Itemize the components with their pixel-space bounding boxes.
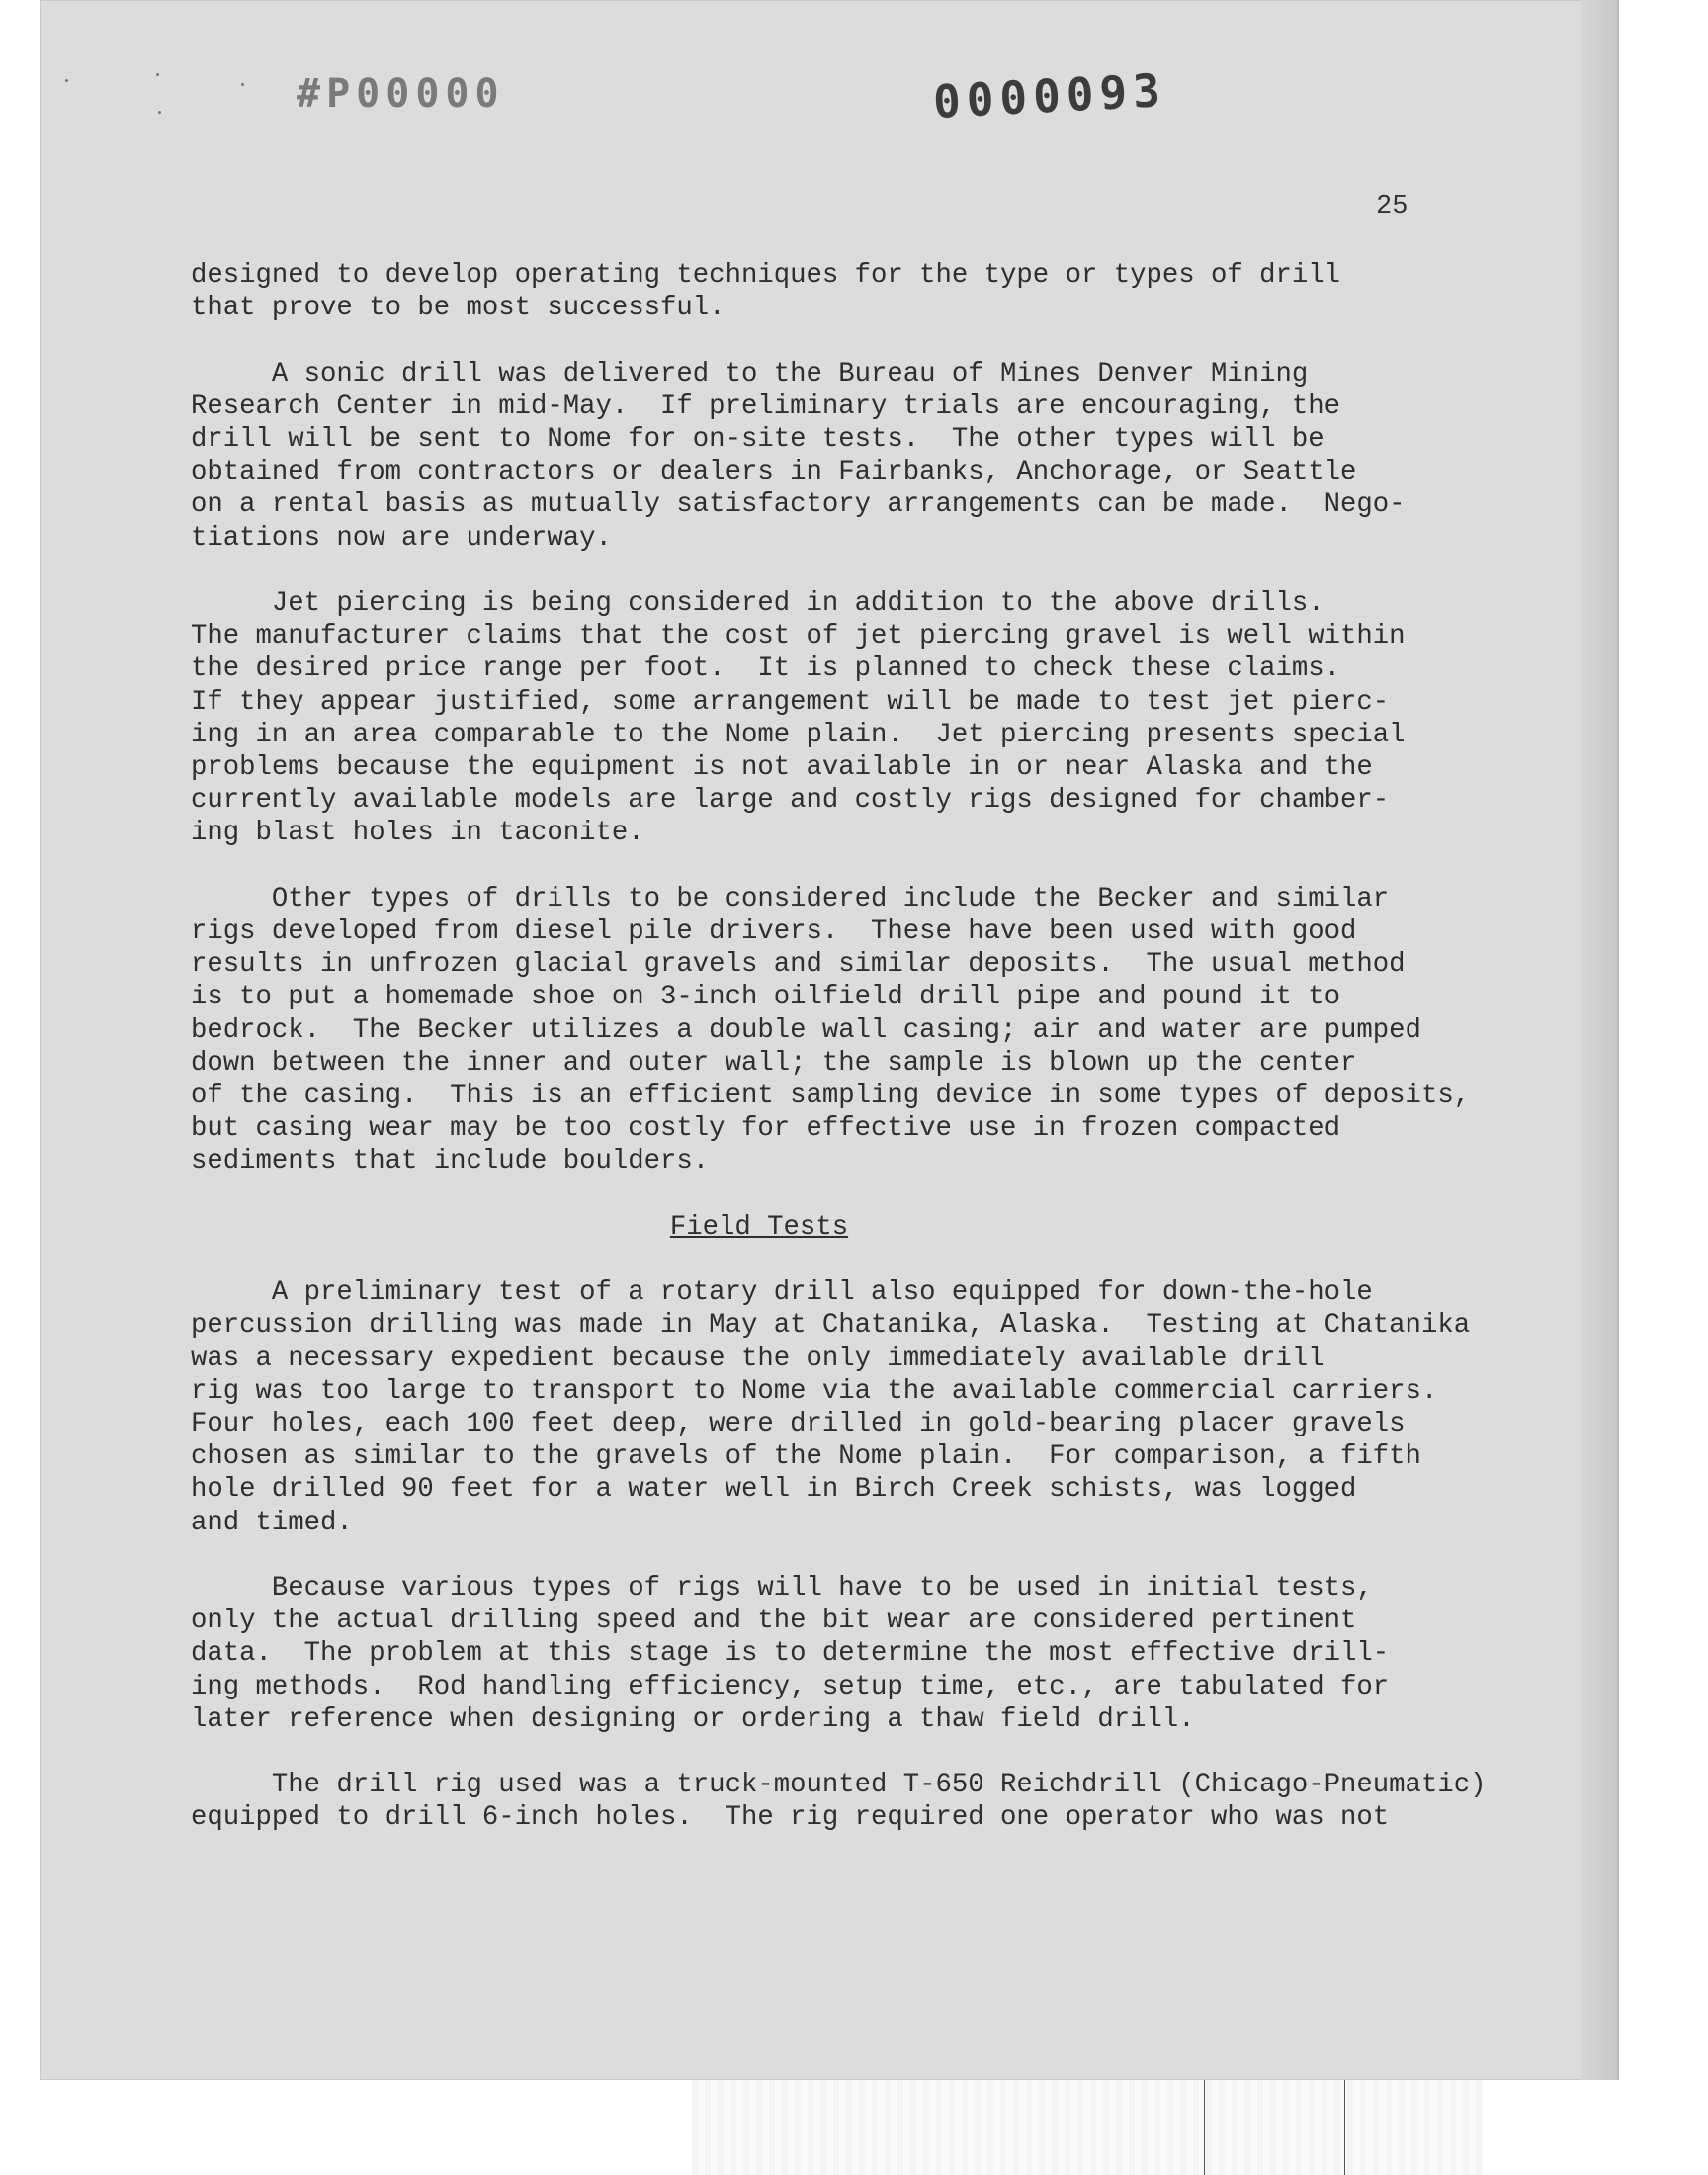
text-line: A preliminary test of a rotary drill also equipped for down-the-hole xyxy=(191,1277,1373,1309)
text-line: The manufacturer claims that the cost of jet piercing gravel is well within xyxy=(191,621,1406,652)
section-heading: Field Tests xyxy=(669,1211,849,1243)
text-line: that prove to be most successful. xyxy=(191,293,726,324)
text-line: drill will be sent to Nome for on-site tests. The other types will be xyxy=(191,424,1324,455)
paragraph xyxy=(191,1276,1555,1539)
text-line: rig was too large to transport to Nome via the available commercial carriers. xyxy=(191,1375,1438,1407)
dust-speck xyxy=(241,83,244,86)
text-line: designed to develop operating techniques for the type or types of drill xyxy=(191,260,1341,291)
text-line: is to put a homemade shoe on 3-inch oilfield drill pipe and pound it to xyxy=(191,982,1341,1013)
scan-artifact xyxy=(692,2080,1483,2175)
text-line: Because various types of rigs will have to be used in initial tests, xyxy=(191,1573,1373,1605)
text-line: results in unfrozen glacial gravels and similar deposits. The usual method xyxy=(191,949,1406,981)
text-line: The drill rig used was a truck-mounted T-650 Reichdrill (Chicago-Pneumatic) xyxy=(191,1770,1487,1801)
text-line: on a rental basis as mutually satisfactory arrangements can be made. Nego- xyxy=(191,489,1406,521)
text-line: was a necessary expedient because the only immediately available drill xyxy=(191,1343,1324,1374)
scan-line xyxy=(1344,2080,1345,2175)
page-edge-shadow xyxy=(1581,0,1617,2080)
text-line: ing in an area comparable to the Nome plain. Jet piercing presents special xyxy=(191,719,1406,750)
text-line: sediments that include boulders. xyxy=(191,1146,710,1177)
text-line: currently available models are large and costly rigs designed for chamber- xyxy=(191,785,1390,817)
scan-line xyxy=(1204,2080,1205,2175)
paragraph xyxy=(191,883,1555,1178)
dust-speck xyxy=(158,111,161,114)
page-number: 25 xyxy=(1376,192,1409,221)
text-line: percussion drilling was made in May at Chatanika, Alaska. Testing at Chatanika xyxy=(191,1310,1471,1342)
text-line: but casing wear may be too costly for effective use in frozen compacted xyxy=(191,1113,1341,1145)
text-line: Other types of drills to be considered include the Becker and similar xyxy=(191,883,1390,914)
text-line: Four holes, each 100 feet deep, were drilled in gold-bearing placer gravels xyxy=(191,1409,1406,1440)
paragraph xyxy=(191,1572,1555,1736)
text-line: hole drilled 90 feet for a water well in Birch Creek schists, was logged xyxy=(191,1474,1357,1506)
paragraph xyxy=(191,587,1555,850)
text-line: chosen as similar to the gravels of the Nome plain. For comparison, a fifth xyxy=(191,1441,1421,1473)
text-line: of the casing. This is an efficient sampling device in some types of deposits, xyxy=(191,1081,1471,1112)
paragraph xyxy=(191,259,1555,324)
text-line: later reference when designing or ordering a thaw field drill. xyxy=(191,1703,1195,1735)
text-line: down between the inner and outer wall; the sample is blown up the center xyxy=(191,1047,1357,1079)
text-line: A sonic drill was delivered to the Bureau of Mines Denver Mining xyxy=(191,358,1309,390)
text-line: If they appear justified, some arrangement will be made to test jet pierc- xyxy=(191,686,1390,718)
text-line: obtained from contractors or dealers in Fairbanks, Anchorage, or Seattle xyxy=(191,457,1357,488)
paragraphs-before-heading xyxy=(191,259,1555,1178)
text-line: equipped to drill 6-inch holes. The rig required one operator who was not xyxy=(191,1802,1390,1834)
text-line: problems because the equipment is not available in or near Alaska and the xyxy=(191,752,1373,784)
text-line: only the actual drilling speed and the bit wear are considered pertinent xyxy=(191,1606,1357,1637)
dust-speck xyxy=(156,73,159,76)
text-line: data. The problem at this stage is to determine the most effective drill- xyxy=(191,1638,1390,1670)
text-line: Jet piercing is being considered in addition to the above drills. xyxy=(191,588,1324,619)
paragraph xyxy=(191,358,1555,555)
text-line: rigs developed from diesel pile drivers. These have been used with good xyxy=(191,916,1357,948)
text-line: ing blast holes in taconite. xyxy=(191,818,644,849)
dust-speck xyxy=(65,79,68,82)
text-line: tiations now are underway. xyxy=(191,522,612,554)
body-text xyxy=(191,259,1555,1868)
stamp-document-number: 0000093 xyxy=(931,62,1168,130)
text-line: bedrock. The Becker utilizes a double wall casing; air and water are pumped xyxy=(191,1014,1421,1046)
stamp-left: #P00000 xyxy=(297,71,505,117)
text-line: ing methods. Rod handling efficiency, setup time, etc., are tabulated for xyxy=(191,1671,1390,1702)
paragraph xyxy=(191,1769,1555,1834)
text-line: and timed. xyxy=(191,1507,353,1538)
text-line: the desired price range per foot. It is planned to check these claims. xyxy=(191,653,1341,685)
paragraphs-after-heading xyxy=(191,1276,1555,1834)
text-line: Research Center in mid-May. If preliminary trials are encouraging, the xyxy=(191,391,1341,422)
